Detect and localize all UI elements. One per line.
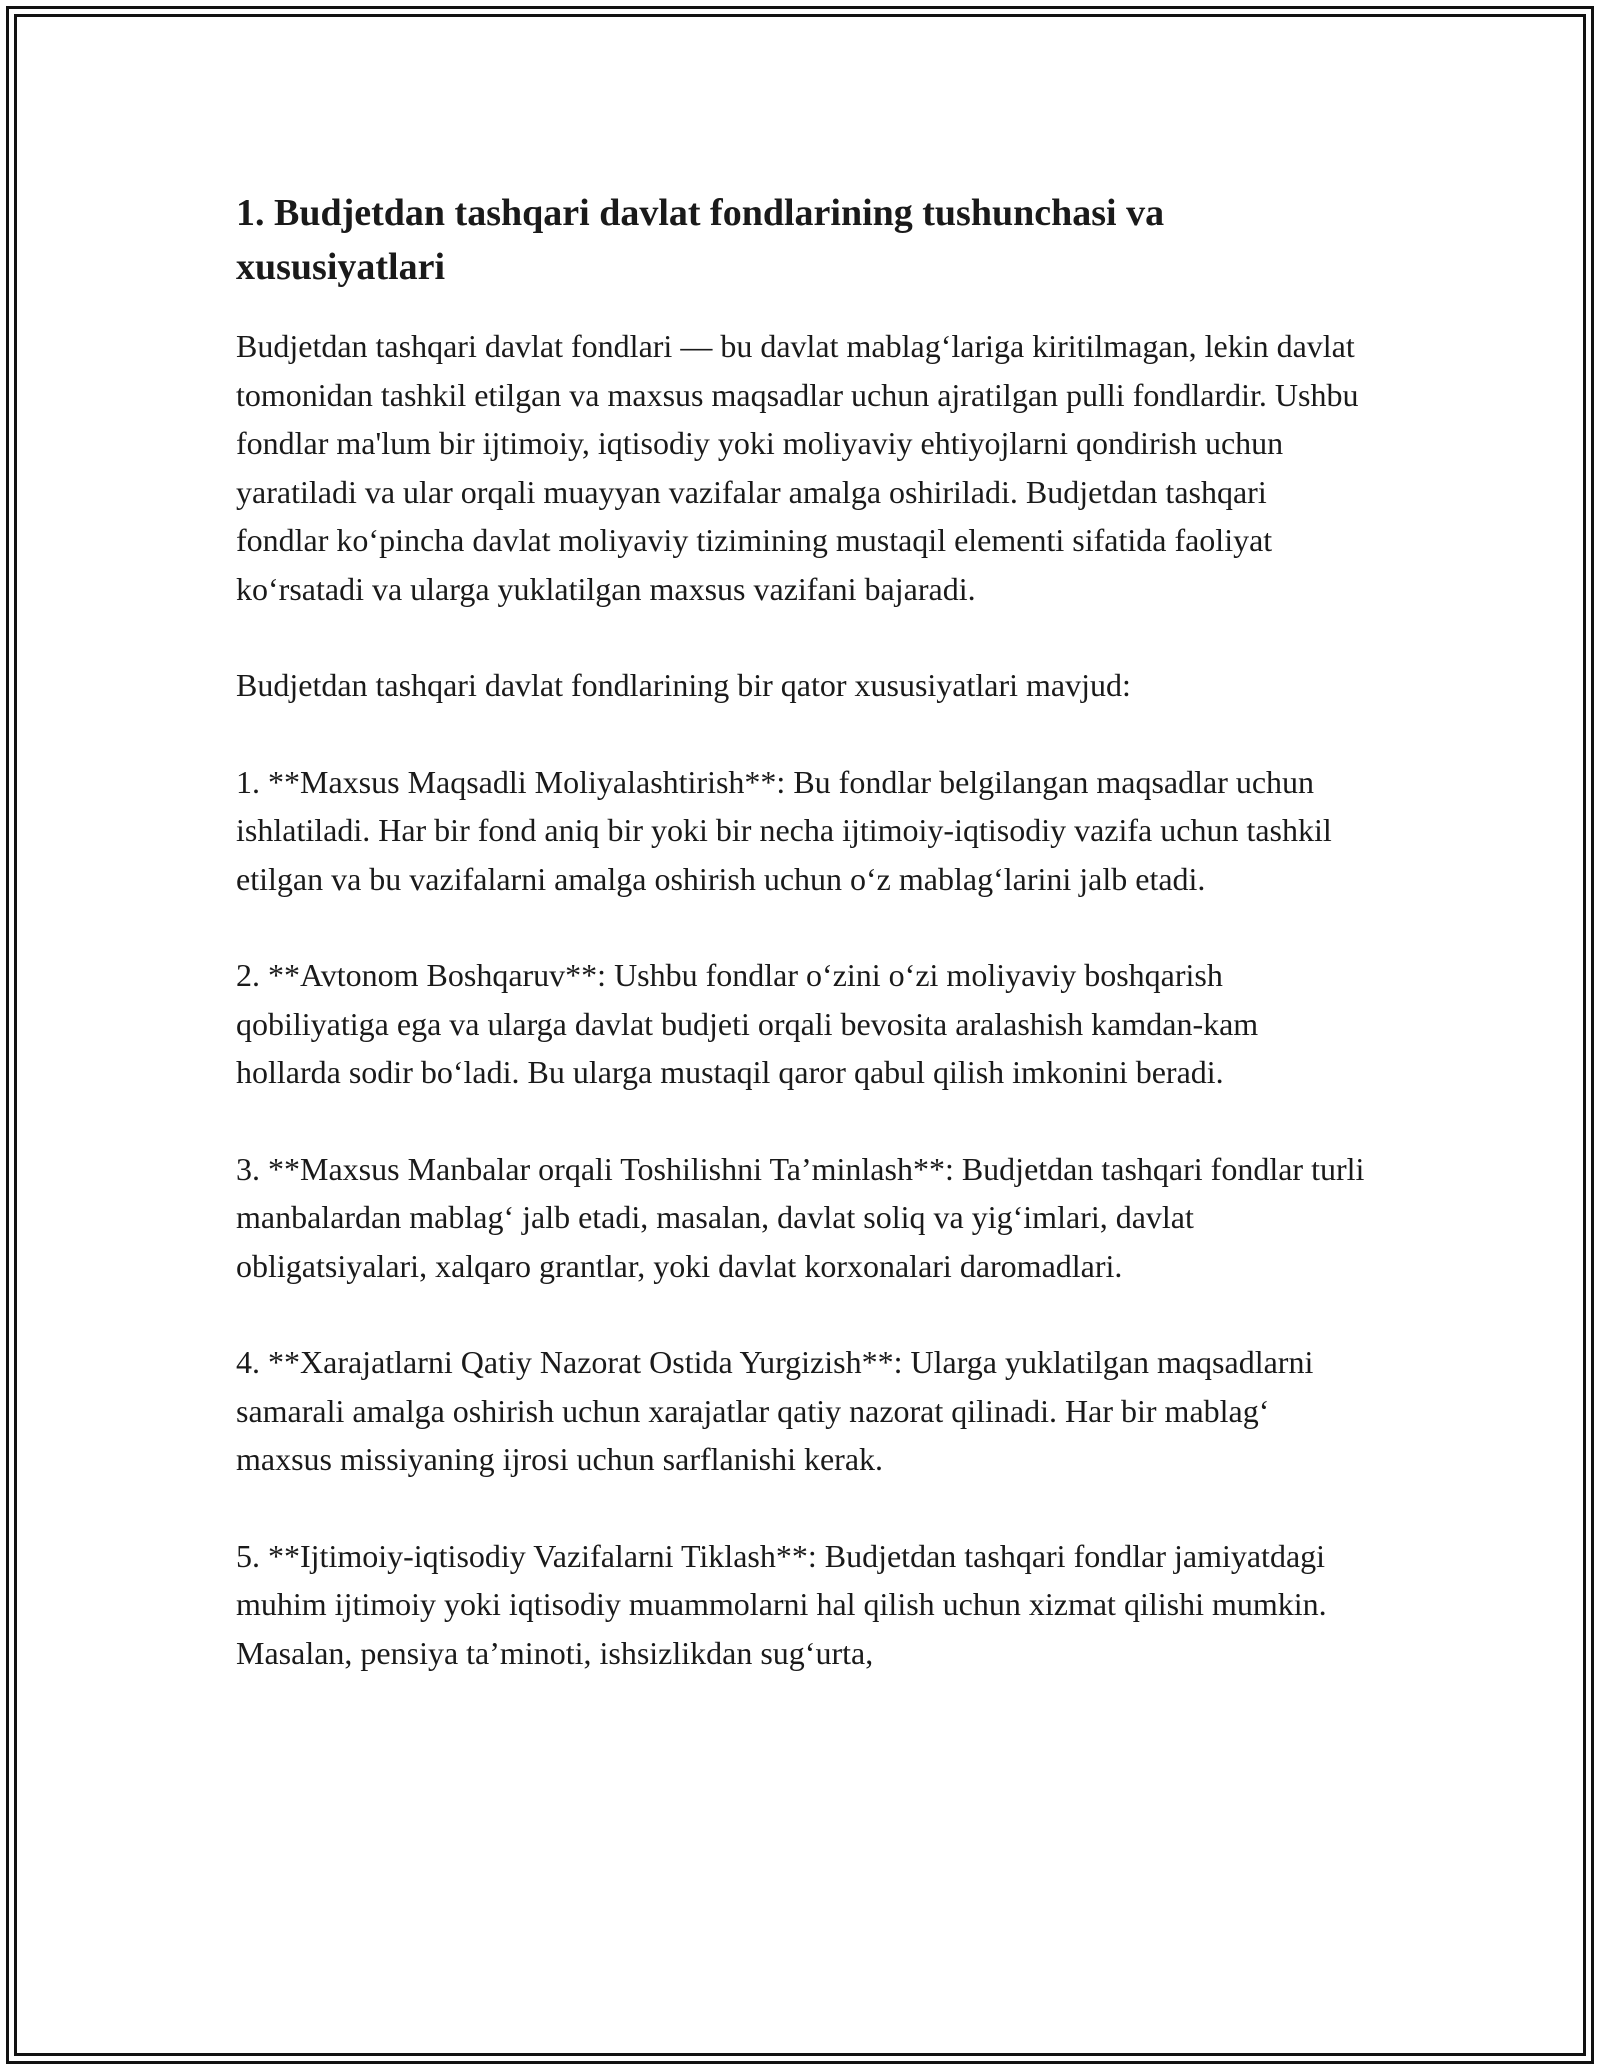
feature-item-4: 4. **Xarajatlarni Qatiy Nazorat Ostida Yurgizish**: Ularga yuklatilgan maqsadlarni samarali amalga oshirish uchun xarajatlar qatiy nazorat qilinadi. Har bir mablag‘ maxsus missiyaning ijrosi uchun sarflanishi kerak. <box>236 1344 1314 1477</box>
document-body <box>236 186 1366 1725</box>
feature-item-3: 3. **Maxsus Manbalar orqali Toshilishni Ta’minlash**: Budjetdan tashqari fondlar turli manbalardan mablag‘ jalb etadi, masalan, davlat soliq va yig‘imlari, davlat obligatsiyalari, xalqaro grantlar, yoki davlat korxonalari daromadlari. <box>236 1150 1365 1284</box>
feature-item-1: 1. **Maxsus Maqsadli Moliyalashtirish**: Bu fondlar belgilangan maqsadlar uchun ishlatiladi. Har bir fond aniq bir yoki bir necha ijtimoiy-iqtisodiy vazifa uchun tashkil etilgan va bu vazifalarni amalga oshirish uchun o‘z mablag‘larini jalb etadi. <box>236 763 1332 897</box>
intro-paragraph: Budjetdan tashqari davlat fondlari — bu davlat mablag‘lariga kiritilmagan, lekin davlat tomonidan tashkil etilgan va maxsus maqsadlar uchun ajratilgan pulli fondlardir. Ushbu fondlar ma'lum bir ijtimoiy, iqtisodiy yoki moliyaviy ehtiyojlarni qondirish uchun yaratiladi va ular orqali muayyan vazifalar amalga oshiriladi. Budjetdan tashqari fondlar ko‘pincha davlat moliyaviy tizimining mustaqil elementi sifatida faoliyat ko‘rsatadi va ularga yuklatilgan maxsus vazifani bajaradi. <box>236 328 1359 607</box>
feature-item-2: 2. **Avtonom Boshqaruv**: Ushbu fondlar o‘zini o‘zi moliyaviy boshqarish qobiliyatiga ega va ularga davlat budjeti orqali bevosita aralashish kamdan-kam hollarda sodir bo‘ladi. Bu ularga mustaqil qaror qabul qilish imkonini beradi. <box>236 957 1259 1090</box>
section-heading: 1. Budjetdan tashqari davlat fondlarining tushunchasi va xususiyatlari <box>236 192 1165 288</box>
feature-item-5: 5. **Ijtimoiy-iqtisodiy Vazifalarni Tiklash**: Budjetdan tashqari fondlar jamiyatdagi muhim ijtimoiy yoki iqtisodiy muammolarni hal qilish uchun xizmat qilishi mumkin. Masalan, pensiya ta’minoti, ishsizlikdan sug‘urta, <box>236 1537 1327 1671</box>
features-intro-paragraph: Budjetdan tashqari davlat fondlarining bir qator xususiyatlari mavjud: <box>236 667 1131 703</box>
